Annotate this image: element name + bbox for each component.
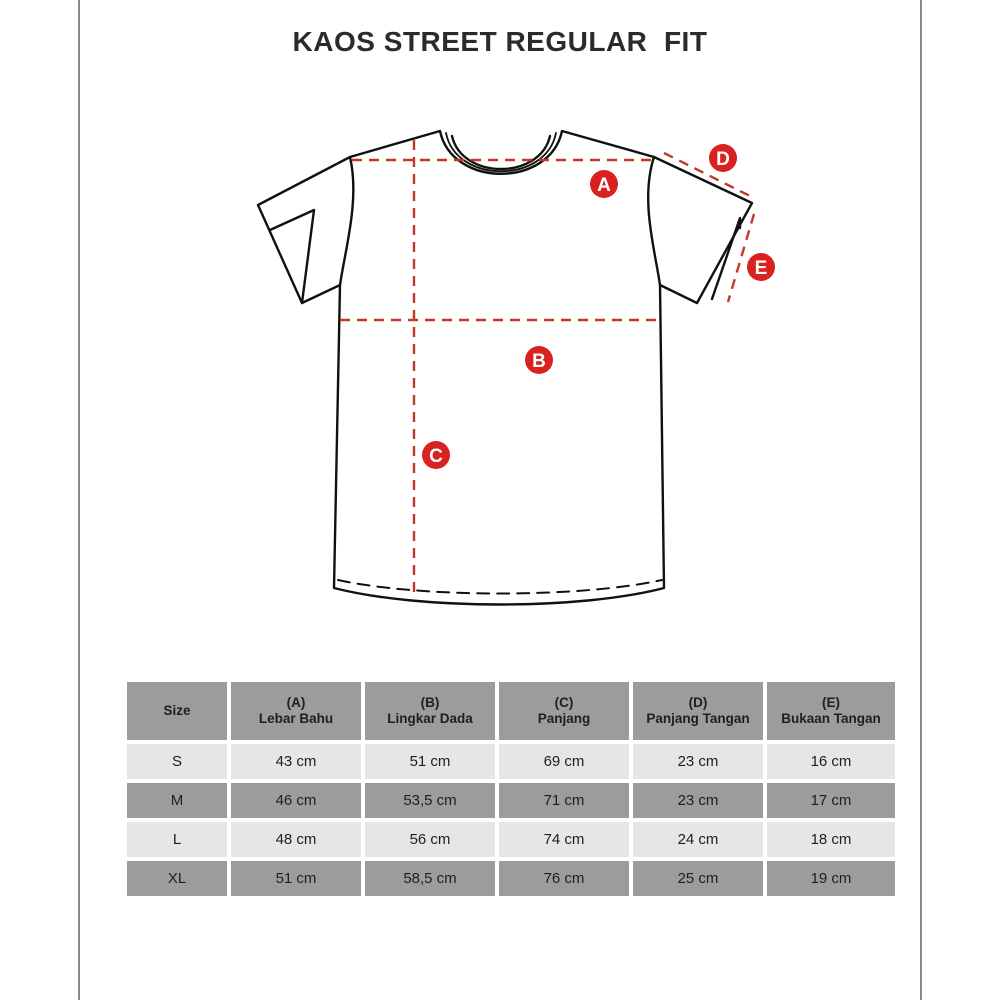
cell-lingkar-dada: 53,5 cm — [365, 783, 495, 818]
table-row-l — [127, 822, 895, 857]
size-chart-table — [123, 678, 899, 900]
table-header-row — [127, 682, 895, 740]
tshirt-body-outline — [258, 131, 752, 605]
collar-stitch — [446, 133, 556, 171]
cell-lebar-bahu: 43 cm — [231, 744, 361, 779]
hem-stitch — [338, 580, 662, 594]
col-header-label: Panjang Tangan — [646, 711, 750, 726]
marker-b — [525, 346, 553, 374]
col-header-label: Panjang — [537, 711, 591, 726]
table-row-xl — [127, 861, 895, 896]
cell-panjang-tangan: 23 cm — [633, 744, 763, 779]
col-header-size — [127, 682, 227, 740]
cell-panjang-tangan: 24 cm — [633, 822, 763, 857]
cell-size: L — [127, 822, 227, 857]
col-header-lebar-bahu — [231, 682, 361, 740]
page-title: KAOS STREET REGULAR FIT — [292, 26, 708, 57]
marker-e-label: E — [754, 258, 768, 279]
col-header-label: Bukaan Tangan — [781, 711, 881, 726]
cell-size: S — [127, 744, 227, 779]
col-header-lingkar-dada — [365, 682, 495, 740]
col-header-letter: (C) — [554, 695, 574, 710]
col-header-label: Lingkar Dada — [387, 711, 473, 726]
col-header-letter: (A) — [286, 695, 306, 710]
table-row-s — [127, 744, 895, 779]
cell-bukaan-tangan: 16 cm — [767, 744, 895, 779]
marker-a-label: A — [597, 175, 611, 196]
col-header-panjang-tangan — [633, 682, 763, 740]
col-header-letter: (B) — [420, 695, 440, 710]
sleeve-cuff-right — [712, 218, 740, 299]
tshirt-collar-inner — [452, 136, 550, 169]
sleeve-cuff-left — [270, 210, 314, 303]
cell-lebar-bahu: 48 cm — [231, 822, 361, 857]
marker-d-label: D — [716, 149, 730, 170]
cell-panjang: 74 cm — [499, 822, 629, 857]
cell-lebar-bahu: 46 cm — [231, 783, 361, 818]
cell-bukaan-tangan: 18 cm — [767, 822, 895, 857]
tshirt-armhole-right — [648, 157, 660, 285]
col-header-label: Lebar Bahu — [258, 711, 334, 726]
marker-a — [590, 170, 618, 198]
col-header-panjang — [499, 682, 629, 740]
cell-bukaan-tangan: 19 cm — [767, 861, 895, 896]
marker-d — [709, 144, 737, 172]
cell-size: M — [127, 783, 227, 818]
measure-line-d — [664, 153, 754, 198]
cell-panjang-tangan: 23 cm — [633, 783, 763, 818]
col-header-letter: (E) — [822, 695, 840, 710]
marker-e — [747, 253, 775, 281]
cell-lingkar-dada: 51 cm — [365, 744, 495, 779]
cell-lingkar-dada: 58,5 cm — [365, 861, 495, 896]
cell-panjang: 76 cm — [499, 861, 629, 896]
col-header-bukaan-tangan — [767, 682, 895, 740]
tshirt-armhole-left — [340, 157, 353, 285]
marker-c — [422, 441, 450, 469]
cell-size: XL — [127, 861, 227, 896]
cell-lingkar-dada: 56 cm — [365, 822, 495, 857]
marker-c-label: C — [429, 446, 443, 467]
cell-bukaan-tangan: 17 cm — [767, 783, 895, 818]
col-header-label: Size — [163, 703, 191, 718]
marker-b-label: B — [532, 351, 546, 372]
cell-panjang: 69 cm — [499, 744, 629, 779]
col-header-letter: (D) — [688, 695, 708, 710]
cell-panjang-tangan: 25 cm — [633, 861, 763, 896]
cell-panjang: 71 cm — [499, 783, 629, 818]
table-row-m — [127, 783, 895, 818]
cell-lebar-bahu: 51 cm — [231, 861, 361, 896]
